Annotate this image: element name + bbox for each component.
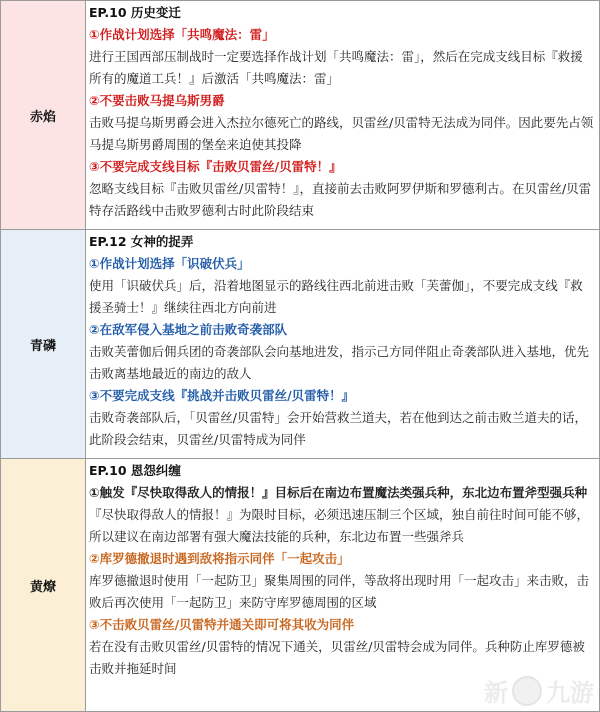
step-title: ①作战计划选择「共鸣魔法：雷」 [89, 27, 275, 42]
table-row [1, 1, 600, 230]
step-title: ②不要击败马提乌斯男爵 [89, 93, 225, 108]
step-description: 忽略支线目标『击败贝雷丝/贝雷特！』，直接前去击败阿罗伊斯和罗德利古。在贝雷丝/贝雷特存活路线中击败罗德利古时此阶段结束 [89, 181, 592, 218]
house-name-yellow: 黄燎 [1, 459, 86, 712]
step-description: 击败奇袭部队后，「贝雷丝/贝雷特」会开始营救兰道夫，若在他到达之前击败兰道夫的话，此阶段会结束，贝雷丝/贝雷特成为同伴 [89, 410, 587, 447]
step-description: 若在没有击败贝雷丝/贝雷特的情况下通关，贝雷丝/贝雷特会成为同伴。兵种防止库罗德被击败并拖延时间 [89, 639, 585, 676]
step-description: 击败芙蕾伽后佣兵团的奇袭部队会向基地进发，指示己方同伴阻止奇袭部队进入基地，优先击败离基地最近的南边的敌人 [89, 344, 590, 381]
step-title: ③不要完成支线『挑战并击败贝雷丝/贝雷特！』 [89, 388, 355, 403]
house-name-blue: 青磷 [1, 230, 86, 459]
episode-title: EP.12 女神的捉弄 [89, 234, 194, 249]
row-content [86, 230, 600, 459]
table-row [1, 230, 600, 459]
step-description: 『尽快取得敌人的情报！』为限时目标，必须迅速压制三个区域，独自前往时间可能不够，所以建议在南边部署有强大魔法技能的兵种，东北边布置一些强斧兵 [89, 507, 590, 544]
watermark-text-left: 新 [484, 679, 508, 707]
episode-title: EP.10 历史变迁 [89, 5, 181, 20]
brand-logo-icon [512, 676, 542, 706]
step-description: 进行王国西部压制战时一定要选择作战计划「共鸣魔法：雷」，然后在完成支线目标『救援所有的魔道工兵！』后激活「共鸣魔法：雷」 [89, 49, 583, 86]
step-title: ③不要完成支线目标『击败贝雷丝/贝雷特！』 [89, 159, 342, 174]
watermark [484, 673, 594, 708]
step-title: ②在敌军侵入基地之前击败奇袭部队 [89, 322, 288, 337]
row-content [86, 1, 600, 230]
step-title: ②库罗德撤退时遇到敌将指示同伴「一起攻击」 [89, 551, 350, 566]
episode-title: EP.10 恩怨纠缠 [89, 463, 181, 478]
step-description: 使用「识破伏兵」后，沿着地图显示的路线往西北前进击败「芙蕾伽」，不要完成支线『救援圣骑士！』继续往西北方向前进 [89, 278, 583, 315]
house-name-red: 赤焰 [1, 1, 86, 230]
step-title: ①作战计划选择「识破伏兵」 [89, 256, 250, 271]
step-title: ③不击败贝雷丝/贝雷特并通关即可将其收为同伴 [89, 617, 355, 632]
step-description: 库罗德撤退时使用「一起防卫」聚集周围的同伴，等敌将出现时用「一起攻击」来击败，击败后再次使用「一起防卫」来防守库罗德周围的区域 [89, 573, 590, 610]
step-title: ①触发『尽快取得敌人的情报！』目标后在南边布置魔法类强兵种，东北边布置斧型强兵种 [89, 485, 588, 500]
step-description: 击败马提乌斯男爵会进入杰拉尔德死亡的路线，贝雷丝/贝雷特无法成为同伴。因此要先占领马提乌斯男爵周围的堡垒来迫使其投降 [89, 115, 594, 152]
watermark-text-right: 九游 [546, 679, 594, 707]
